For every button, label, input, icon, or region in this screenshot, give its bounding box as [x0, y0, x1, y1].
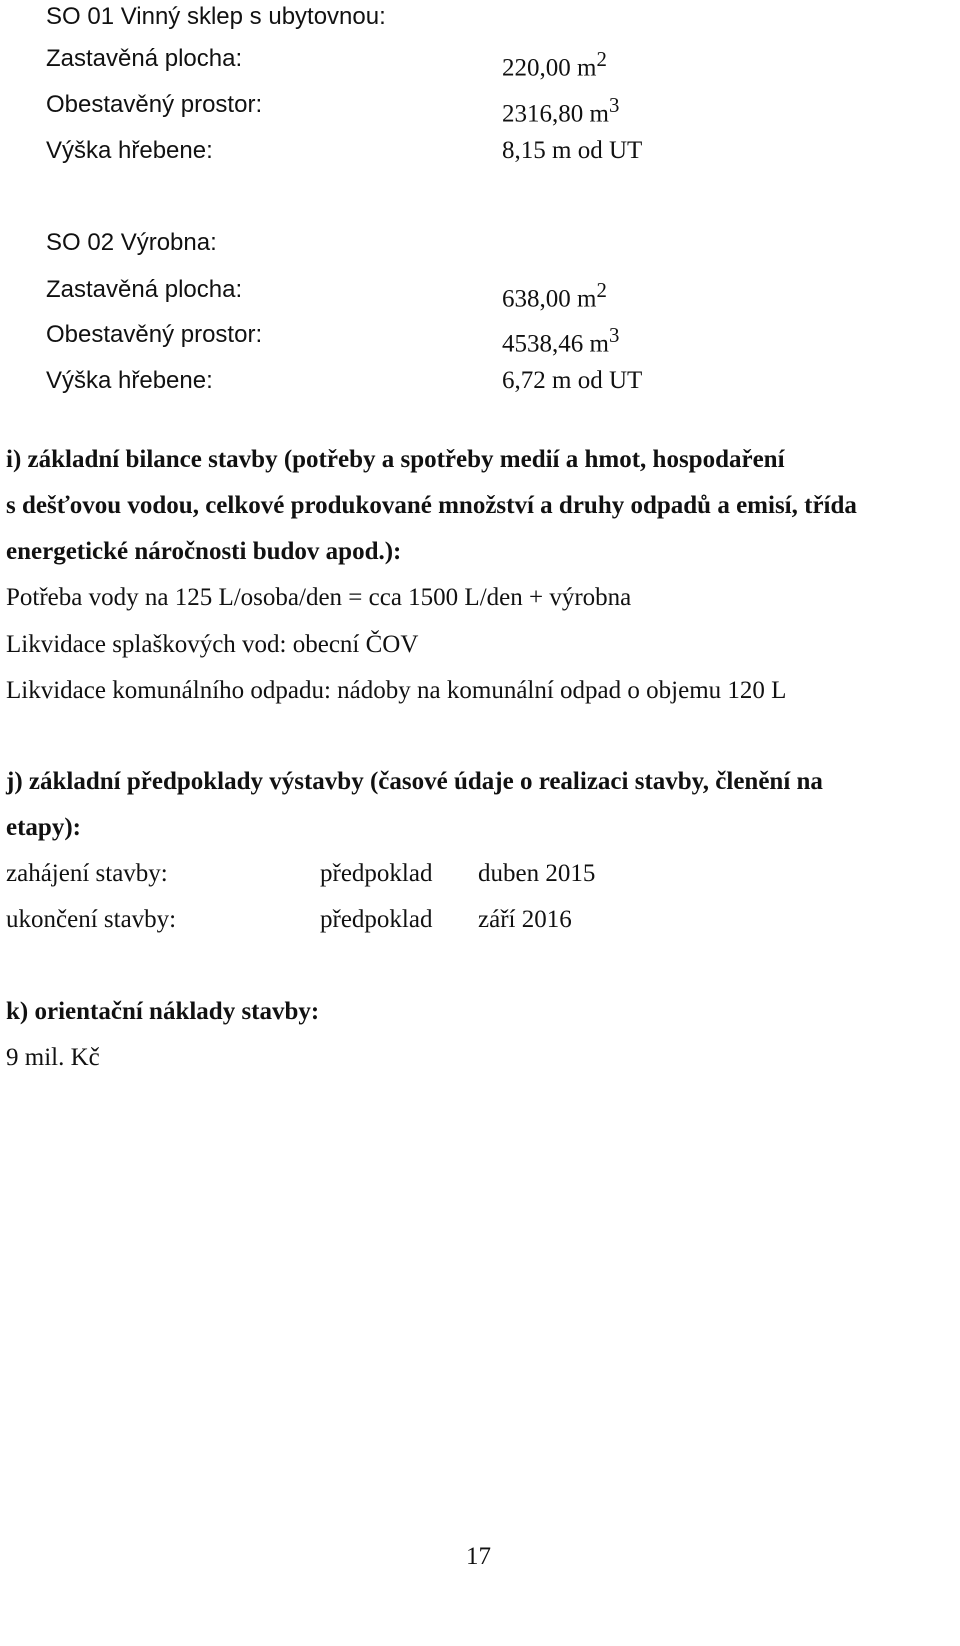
so02-built-area-value: 638,00 $m^2$ — [502, 278, 607, 313]
section-i-heading-line-2: s dešťovou vodou, celkové produkované množství a druhy odpadů a emisí, třída — [6, 492, 857, 519]
so01-volume-value: 2316,80 $m^3$ — [502, 93, 620, 128]
start-assumption: předpoklad — [320, 860, 433, 887]
end-assumption: předpoklad — [320, 906, 433, 933]
section-i-heading-line-3: energetické náročnosti budov apod.): — [6, 538, 402, 565]
end-date: září 2016 — [478, 906, 572, 933]
sewage-disposal-text: Likvidace splaškových vod: obecní ČOV — [6, 631, 419, 658]
start-label: zahájení stavby: — [6, 860, 168, 887]
so01-built-area-value: 220,00 $m^2$ — [502, 47, 607, 82]
section-j-heading-line-1: j) základní předpoklady výstavby (časové údaje o realizaci stavby, členění na — [6, 768, 823, 795]
so01-ridge-label: Výška hřebene: — [46, 137, 213, 164]
so02-ridge-label: Výška hřebene: — [46, 367, 213, 394]
so02-ridge-value: 6,72 m od UT — [502, 367, 643, 394]
section-i-heading-line-1: i) základní bilance stavby (potřeby a spotřeby medií a hmot, hospodaření — [6, 446, 785, 473]
so01-ridge-value: 8,15 m od UT — [502, 137, 643, 164]
end-label: ukončení stavby: — [6, 906, 177, 933]
waste-disposal-text: Likvidace komunálního odpadu: nádoby na komunální odpad o objemu 120 L — [6, 677, 787, 704]
so02-title: SO 02 Výrobna: — [46, 229, 217, 256]
so01-built-area-label: Zastavěná plocha: — [46, 45, 243, 72]
so02-built-area-label: Zastavěná plocha: — [46, 276, 243, 303]
so01-volume-label: Obestavěný prostor: — [46, 91, 263, 118]
so01-title: SO 01 Vinný sklep s ubytovnou: — [46, 3, 386, 30]
so02-volume-value: 4538,46 $m^3$ — [502, 323, 620, 358]
page-number: 17 — [466, 1543, 491, 1570]
estimated-cost: 9 mil. Kč — [6, 1044, 100, 1071]
start-date: duben 2015 — [478, 860, 596, 887]
so02-volume-label: Obestavěný prostor: — [46, 321, 263, 348]
section-k-heading: k) orientační náklady stavby: — [6, 998, 320, 1025]
water-demand-text: Potřeba vody na 125 L/osoba/den = cca 1500 L/den + výrobna — [6, 584, 632, 611]
section-j-heading-line-2: etapy): — [6, 814, 81, 841]
